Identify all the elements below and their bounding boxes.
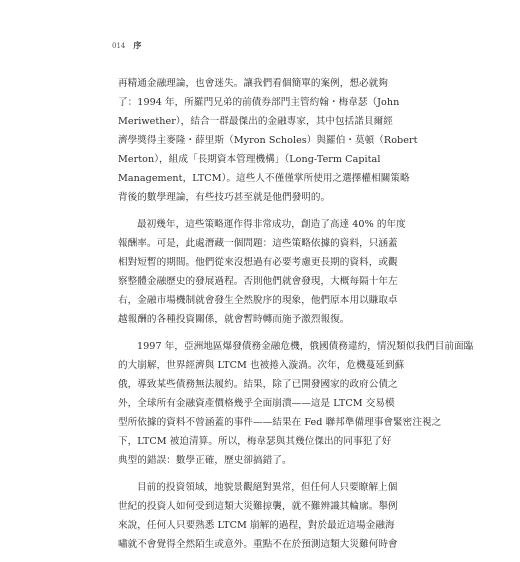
text-line: 相對短暫的期間。他們從來沒想過有必要考慮更長期的資料，或觀 [118, 257, 398, 268]
running-header [112, 40, 141, 51]
text-line: 1997 年，亞洲地區爆發債務金融危機，俄國債務違約，情況類似我們目前面臨 [137, 341, 474, 352]
text-line: 再精通金融理論，也會迷失。讓我們看個簡單的案例，想必就夠 [118, 78, 389, 89]
text-line: 型所依據的資料不曾涵蓋的事件——結果在 Fed 聯邦準備理事會緊密注視之 [118, 417, 442, 428]
text-line: 下，LTCM 被迫清算。所以，梅韋瑟與其幾位傑出的同事犯了好 [118, 436, 392, 447]
text-line: 世紀的投資人如何受到這類大災難掠襲，就不難辨識其輪廓。舉例 [118, 501, 398, 512]
text-line: 報酬率。可是，此處潛藏一個問題：這些策略依據的資料，只涵蓋 [118, 238, 398, 249]
text-line: 了：1994 年，所羅門兄弟的前債券部門主管約翰・梅韋瑟（John [118, 97, 400, 108]
text-line: 察整體金融歷史的發展過程。否則他們就會發現，大概每隔十年左 [118, 276, 398, 287]
chapter-title: 序 [133, 40, 142, 50]
text-line: 俄，導致某些債務無法履約。結果，除了已開發國家的政府公債之 [118, 379, 398, 390]
text-line: 背後的數學理論，有些技巧甚至就是他們發明的。 [118, 192, 331, 203]
text-line: Merton），組成「長期資本管理機構」（Long-Term Capital [118, 154, 381, 165]
text-line: 嘯就不會覺得全然陌生或意外。重點不在於預測這類大災難何時會 [118, 539, 398, 550]
text-line: 來說，任何人只要熟悉 LTCM 崩解的過程，對於最近這場金融海 [118, 520, 395, 531]
text-line: 典型的錯誤：數學正確，歷史卻搞錯了。 [118, 455, 292, 466]
page-number: 014 [112, 42, 126, 50]
text-line: 的大崩解，世界經濟與 LTCM 也被捲入漩渦。次年，危機蔓延到蘇 [118, 360, 405, 371]
paragraph [118, 215, 410, 329]
text-line: Meriwether），結合一群最傑出的金融專家，其中包括諾貝爾經 [118, 116, 393, 127]
paragraph [118, 337, 474, 470]
text-line: 外，全球所有金融資產價格幾乎全面崩潰——這是 LTCM 交易模 [118, 398, 395, 409]
text-line: 越報酬的各種投資關係，就會暫時轉而施予激烈報復。 [118, 314, 350, 325]
text-line: 目前的投資領域，地貌景觀絕對異常，但任何人只要瞭解上個 [137, 482, 398, 493]
text-line: 右，金融市場機制就會發生全然脫序的現象，他們原本用以賺取卓 [118, 295, 398, 306]
body-text [118, 74, 474, 562]
paragraph [118, 478, 410, 554]
paragraph [118, 74, 418, 207]
text-line: 最初幾年，這些策略運作得非常成功，創造了高達 40% 的年度 [137, 219, 406, 230]
text-line: Management，LTCM）。這些人不僅僅掌所使用之選擇權相關策略 [118, 173, 410, 184]
text-line: 濟學獎得主麥隆・薛里斯（Myron Scholes）與羅伯・莫頓（Robert [118, 135, 418, 146]
